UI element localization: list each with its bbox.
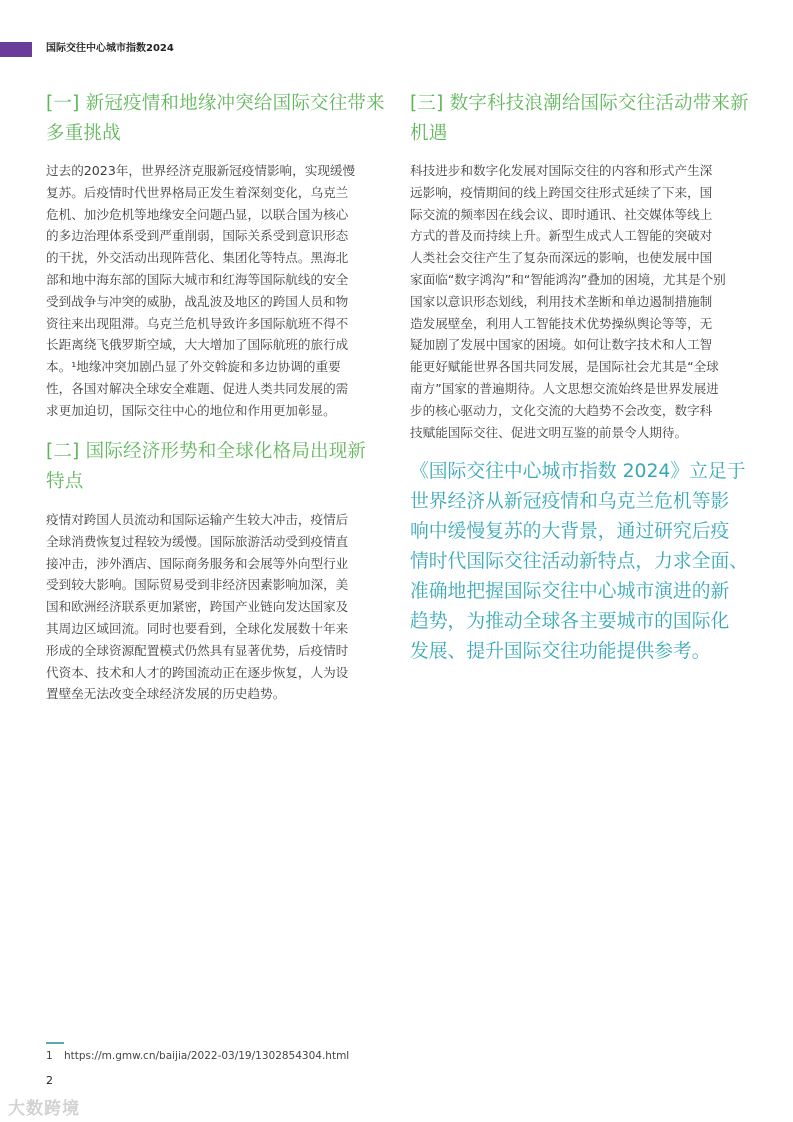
text-line: 本。¹地缘冲突加剧凸显了外交斡旋和多边协调的重要 [46, 359, 341, 375]
text-line: 际交流的频率因在线会议、即时通讯、社交媒体等线上 [410, 206, 713, 222]
heading-line: 机遇 [410, 123, 448, 144]
text-line: 形成的全球资源配置模式仍然具有显著优势，后疫情时 [46, 642, 349, 658]
text-line: 性，各国对解决全球安全难题、促进人类共同发展的需 [46, 380, 349, 396]
heading-line: 特点 [46, 471, 84, 492]
text-line: 情时代国际交往活动新特点，力求全面、 [410, 551, 749, 572]
text-line: 方式的普及而持续上升。新型生成式人工智能的突破对 [410, 228, 713, 244]
text-line: 家面临“数字鸿沟”和“智能鸿沟”叠加的困境，尤其是个别 [410, 271, 726, 287]
text-line: 全球消费恢复过程较为缓慢。国际旅游活动受到疫情直 [46, 533, 349, 549]
text-line: 技赋能国际交往、促进文明互鉴的前景令人期待。 [410, 424, 688, 440]
footnote [46, 1050, 349, 1062]
text-line: 危机、加沙危机等地缘安全问题凸显，以联合国为核心 [46, 206, 349, 222]
text-line: 长距离绕飞俄罗斯空域，大大增加了国际航班的旅行成 [46, 337, 349, 353]
text-line: 疑加剧了发展中国家的困境。如何让数字技术和人工智 [410, 337, 713, 353]
footnote-link[interactable]: https://m.gmw.cn/baijia/2022-03/19/1302854304.html [64, 1050, 350, 1062]
text-line: 远影响，疫情期间的线上跨国交往形式延续了下来，国 [410, 184, 713, 200]
text-line: 的多边治理体系受到严重削弱，国际关系受到意识形态 [46, 228, 349, 244]
section3-body [410, 160, 726, 443]
text-line: 复苏。后疫情时代世界格局正发生着深刻变化，乌克兰 [46, 184, 349, 200]
footnote-rule [46, 1042, 64, 1044]
heading-line: 多重挑战 [46, 123, 121, 144]
section1-body [46, 160, 355, 422]
text-line: 南方”国家的普遍期待。人文思想交流始终是世界发展进 [410, 380, 719, 396]
text-line: 造发展壁垒，利用人工智能技术优势操纵舆论等等，无 [410, 315, 713, 331]
text-line: 科技进步和数字化发展对国际交往的内容和形式产生深 [410, 163, 713, 178]
text-line: 世界经济从新冠疫情和乌克兰危机等影 [410, 491, 730, 512]
text-line: 其周边区域回流。同时也要看到，全球化发展数十年来 [46, 620, 349, 636]
heading-line: [二] 国际经济形势和全球化格局出现新 [46, 441, 367, 462]
section2-body [46, 509, 348, 705]
text-line: 国和欧洲经济联系更加紧密，跨国产业链向发达国家及 [46, 599, 349, 615]
text-line: 人类社会交往产生了复杂而深远的影响，也使发展中国 [410, 250, 713, 266]
text-line: 代资本、技术和人才的跨国流动正在逐步恢复，人为设 [46, 664, 349, 680]
watermark: 大数跨境 [8, 1099, 80, 1119]
text-line: 国家以意识形态划线，利用技术垄断和单边遏制措施制 [410, 293, 713, 309]
section-color-tab [0, 42, 32, 57]
heading-line: [三] 数字科技浪潮给国际交往活动带来新 [410, 93, 749, 114]
text-line: 受到战争与冲突的威胁，战乱波及地区的跨国人员和物 [46, 293, 349, 309]
text-line: 准确地把握国际交往中心城市演进的新 [410, 581, 730, 602]
text-line: 发展、提升国际交往功能提供参考。 [410, 641, 711, 662]
text-line: 疫情对跨国人员流动和国际运输产生较大冲击，疫情后 [46, 512, 349, 527]
text-line: 部和地中海东部的国际大城市和红海等国际航线的安全 [46, 271, 349, 287]
text-line: 《国际交往中心城市指数 2024》立足于 [410, 461, 746, 482]
text-line: 置壁垒无法改变全球经济发展的历史趋势。 [46, 686, 286, 702]
lead-statement [410, 457, 748, 667]
text-line: 接冲击，涉外酒店、国际商务服务和会展等外向型行业 [46, 555, 349, 571]
section1-heading [46, 89, 385, 149]
page-number: 2 [46, 1074, 53, 1087]
text-line: 过去的2023年，世界经济克服新冠疫情影响，实现缓慢 [46, 163, 356, 178]
text-line: 的干扰，外交活动出现阵营化、集团化等特点。黑海北 [46, 250, 349, 266]
running-header: 国际交往中心城市指数2024 [46, 43, 174, 54]
heading-line: [一] 新冠疫情和地缘冲突给国际交往带来 [46, 93, 385, 114]
text-line: 响中缓慢复苏的大背景，通过研究后疫 [410, 521, 730, 542]
text-line: 求更加迫切，国际交往中心的地位和作用更加彰显。 [46, 402, 336, 418]
text-line: 步的核心驱动力，文化交流的大趋势不会改变，数字科 [410, 402, 713, 418]
section2-heading [46, 437, 366, 497]
text-line: 趋势，为推动全球各主要城市的国际化 [410, 611, 730, 632]
text-line: 受到较大影响。国际贸易受到非经济因素影响加深，美 [46, 577, 349, 593]
text-line: 能更好赋能世界各国共同发展，是国际社会尤其是“全球 [410, 359, 719, 375]
text-line: 资往来出现阻滞。乌克兰危机导致许多国际航班不得不 [46, 315, 349, 331]
footnote-number: 1 [46, 1050, 53, 1062]
section3-heading [410, 89, 749, 149]
